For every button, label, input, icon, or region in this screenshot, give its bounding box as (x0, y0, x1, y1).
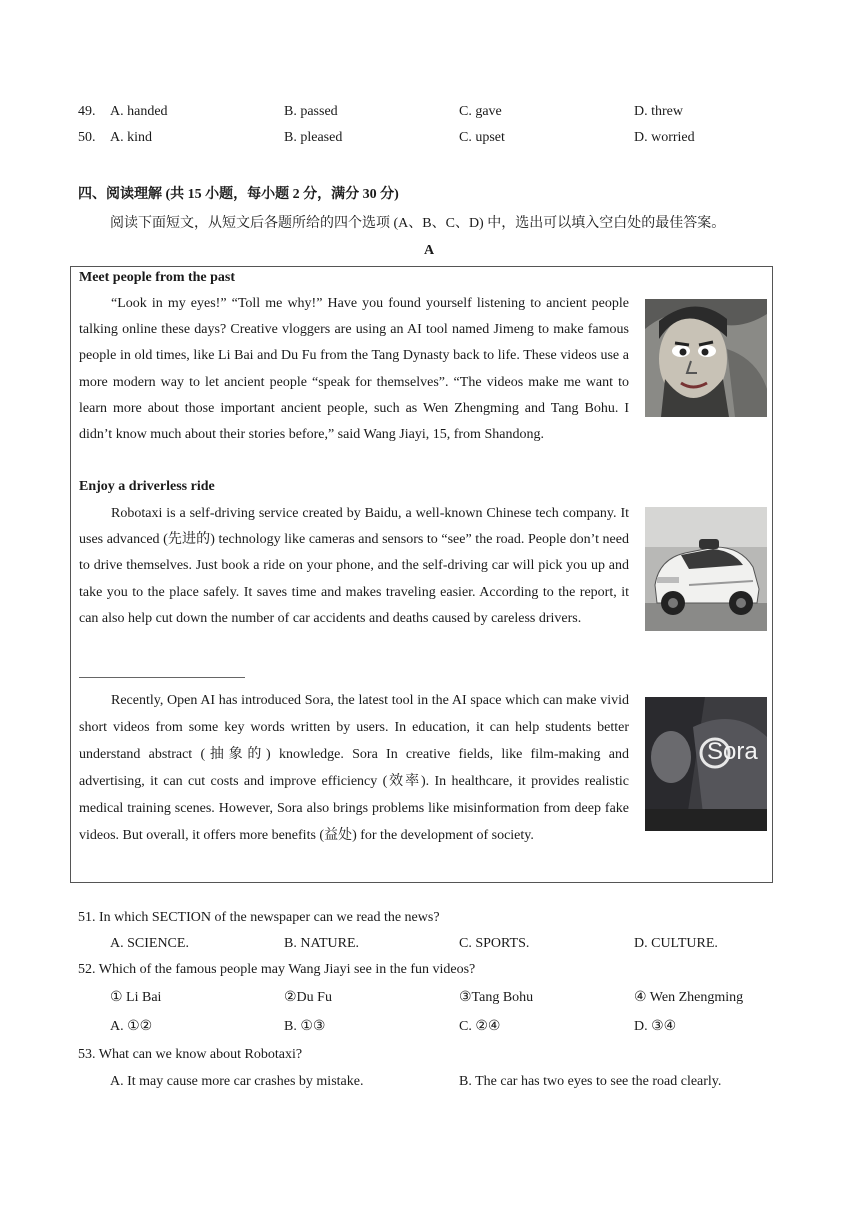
news-title-2: Enjoy a driverless ride (79, 479, 215, 494)
news-body-2-text: Robotaxi is a self-driving service created by Baidu, a well-known Chinese tech company. It uses advanced (先进的) technology like cameras and sensors to “see” the road. People don’t need to drive themselves. Just book a ride on your phone, and the self-driving car will pick you up and take you to the place safely. It saves time and makes traveling easier. According to the report, it can also help cut down the number of car accidents and deaths caused by careless drivers. (79, 506, 629, 626)
q52-option-b: B. ①③ (284, 1019, 326, 1034)
q52-item-2: ②Du Fu (284, 990, 332, 1005)
ancient-poet-illustration (645, 299, 767, 417)
option-b: B. pleased (284, 130, 343, 145)
q51-option-c: C. SPORTS. (459, 936, 530, 951)
option-d: D. threw (634, 104, 683, 119)
option-c: C. gave (459, 104, 502, 119)
q51-option-a: A. SCIENCE. (110, 936, 189, 951)
sora-poster-illustration (645, 697, 767, 831)
news-body-1-text: “Look in my eyes!” “Toll me why!” Have you found yourself listening to ancient people talking online these days? Creative vloggers are using an AI tool named Jimeng to make famous people in old times, like Li Bai and Du Fu from the Tang Dynasty back to life. These videos use a more modern way to let ancient people “speak for themselves”. “The videos make me want to learn more about those important ancient people, such as Wen Zhengming and Tang Bohu. I didn’t know much about their stories before,” said Wang Jiayi, 15, from Shandong. (79, 296, 629, 443)
option-a: A. kind (110, 130, 152, 145)
section-instruction: 阅读下面短文，从短文后各题所给的四个选项 (A、B、C、D) 中，选出可以填入空白处的最佳答案。 (110, 216, 726, 231)
robotaxi-car-illustration (645, 507, 767, 631)
ancient-poet-image (645, 299, 767, 417)
news-body-3-text: Recently, Open AI has introduced Sora, the latest tool in the AI space which can make vivid short videos from some key words written by users. In education, it can help students better understand abstract (抽象的) knowledge. Sora In creative fields, like film-making and advertising, it can cut costs and improve efficiency (效率). In healthcare, it provides realistic medical training scenes. However, Sora also brings problems like misinformation from deep fake videos. But overall, it offers more benefits (益处) for the development of society. (79, 693, 629, 843)
question-51-stem: 51. In which SECTION of the newspaper can we read the news? (78, 910, 440, 925)
passage-label: A (424, 243, 435, 258)
robotaxi-image (645, 507, 767, 631)
q53-option-a: A. It may cause more car crashes by mistake. (110, 1074, 364, 1089)
news-box (70, 266, 773, 883)
section-heading: 四、阅读理解 (共 15 小题，每小题 2 分，满分 30 分) (78, 187, 399, 202)
question-52-stem: 52. Which of the famous people may Wang Jiayi see in the fun videos? (78, 962, 476, 977)
option-c: C. upset (459, 130, 505, 145)
news-title-1: Meet people from the past (79, 270, 236, 285)
question-53-stem: 53. What can we know about Robotaxi? (78, 1047, 303, 1062)
q52-option-c: C. ②④ (459, 1019, 501, 1034)
q51-option-d: D. CULTURE. (634, 936, 718, 951)
sora-image (645, 697, 767, 831)
option-a: A. handed (110, 104, 168, 119)
option-b: B. passed (284, 104, 338, 119)
blank-title-line (79, 677, 245, 678)
question-number: 49. (78, 104, 96, 119)
q52-option-d: D. ③④ (634, 1019, 677, 1034)
sora-logo-text: Sora (707, 738, 758, 765)
option-d: D. worried (634, 130, 695, 145)
q52-item-3: ③Tang Bohu (459, 990, 534, 1005)
q52-item-4: ④ Wen Zhengming (634, 990, 744, 1005)
q51-option-b: B. NATURE. (284, 936, 360, 951)
q52-option-a: A. ①② (110, 1019, 153, 1034)
question-number: 50. (78, 130, 96, 145)
q52-item-1: ① Li Bai (110, 990, 162, 1005)
q53-option-b: B. The car has two eyes to see the road clearly. (459, 1074, 722, 1089)
